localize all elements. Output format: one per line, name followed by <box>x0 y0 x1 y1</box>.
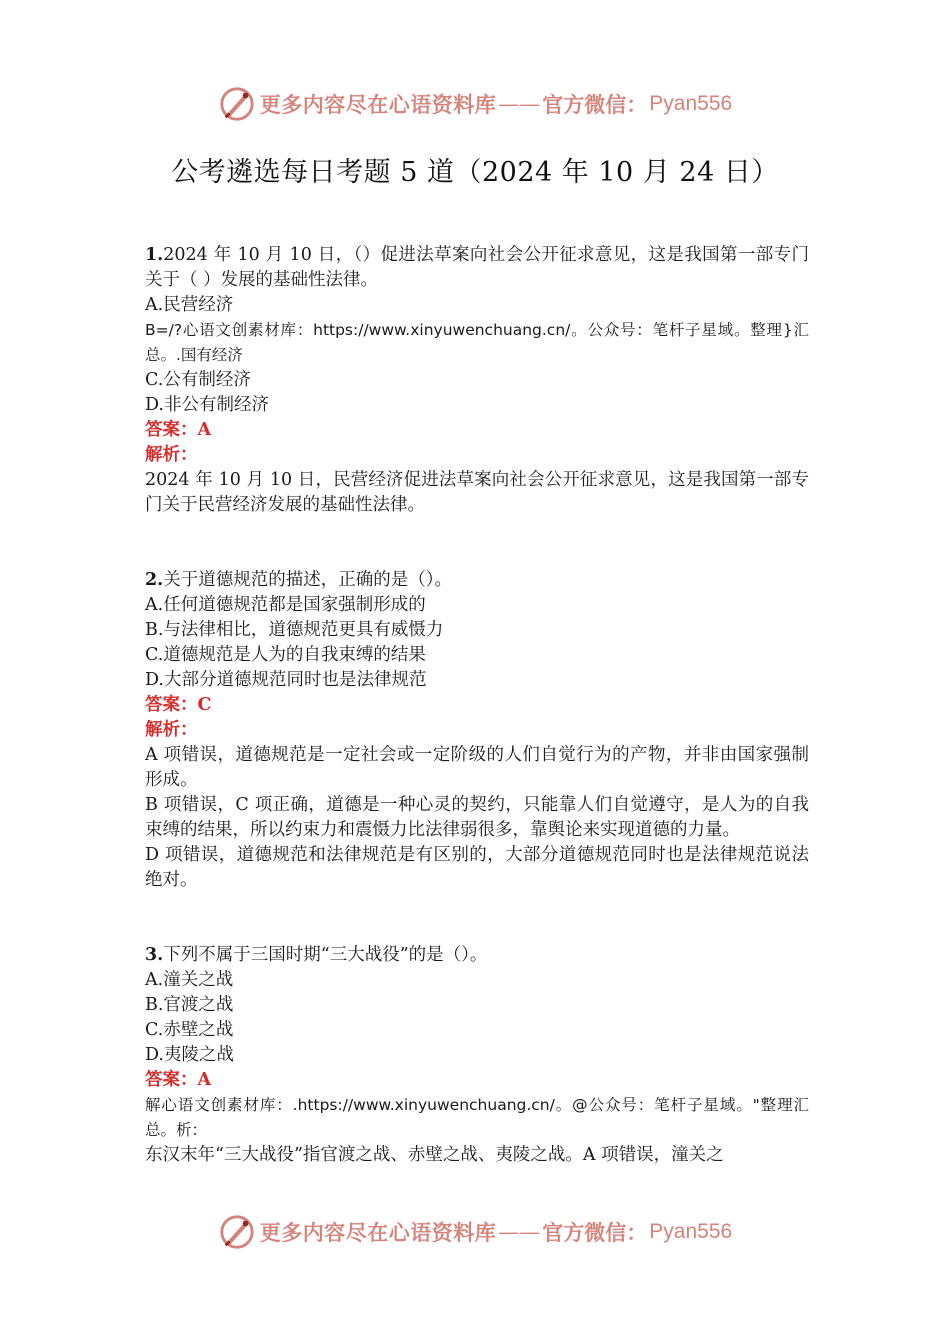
question-2-option-a: A.任何道德规范都是国家强制形成的 <box>145 595 426 615</box>
question-3-analysis: 东汉末年“三大战役”指官渡之战、赤壁之战、夷陵之战。A 项错误，潼关之 <box>145 1145 724 1165</box>
question-3-answer: 答案：A <box>145 1070 212 1090</box>
question-1-answer: 答案：A <box>145 420 212 440</box>
question-1-number: 1. <box>145 245 164 265</box>
banner-wechat-label: 官方微信： <box>542 1220 648 1245</box>
question-3-option-b: B.官渡之战 <box>145 995 234 1015</box>
question-2-option-d: D.大部分道德规范同时也是法律规范 <box>145 670 427 690</box>
question-1-text: 2024 年 10 月 10 日，（）促进法草案向社会公开征求意见，这是我国第一部专门关于（ ）发展的基础性法律。 <box>145 245 809 290</box>
banner-wechat-id: Pyan556 <box>649 1220 733 1243</box>
question-1-option-c: C.公有制经济 <box>145 370 251 390</box>
banner-wechat-label: 官方微信： <box>542 92 648 117</box>
page-title: 公考遴选每日考题 5 道（2024 年 10 月 24 日） <box>171 157 779 188</box>
question-1-stem <box>145 243 809 293</box>
banner-dash: —— <box>498 1220 541 1244</box>
question-1-option-b-watermark: B=/?心语文创素材库：https://www.xinyuwenchuang.cn/。公众号：笔杆子星域。整理}汇总。.国有经济 <box>145 321 809 364</box>
question-1-analysis: 2024 年 10 月 10 日，民营经济促进法草案向社会公开征求意见，这是我国第一部专门关于民营经济发展的基础性法律。 <box>145 470 809 515</box>
banner-dash: —— <box>498 92 541 116</box>
header-banner <box>0 84 950 124</box>
question-1-option-d: D.非公有制经济 <box>145 395 269 415</box>
banner-wechat-id: Pyan556 <box>649 92 733 115</box>
question-3-option-a: A.潼关之战 <box>145 970 234 990</box>
pen-seal-logo-icon <box>218 85 256 123</box>
document-body <box>145 243 809 1168</box>
question-3-option-d: D.夷陵之战 <box>145 1045 234 1065</box>
question-3-text: 下列不属于三国时期“三大战役”的是（）。 <box>163 945 488 965</box>
question-1 <box>145 243 809 518</box>
question-3-analysis-watermark: 解心语文创素材库：.https://www.xinyuwenchuang.cn/。@公众号：笔杆子星域。"整理汇总。析： <box>145 1096 809 1139</box>
question-2-option-b: B.与法律相比，道德规范更具有威慑力 <box>145 620 444 640</box>
question-2-analysis-3: D 项错误，道德规范和法律规范是有区别的，大部分道德规范同时也是法律规范说法绝对。 <box>145 845 809 890</box>
question-3-option-c: C.赤壁之战 <box>145 1020 234 1040</box>
question-1-analysis-label: 解析： <box>145 445 198 465</box>
banner-text: 更多内容尽在心语资料库 <box>259 92 497 117</box>
footer-banner <box>0 1212 950 1252</box>
pen-seal-logo-icon <box>218 1213 256 1251</box>
question-3-number: 3. <box>145 945 164 965</box>
question-2 <box>145 568 809 893</box>
question-2-text: 关于道德规范的描述，正确的是（）。 <box>163 570 453 590</box>
question-2-analysis-2: B 项错误，C 项正确，道德是一种心灵的契约，只能靠人们自觉遵守，是人为的自我束缚的结果，所以约束力和震慑力比法律弱很多，靠舆论来实现道德的力量。 <box>145 795 809 840</box>
question-2-analysis-label: 解析： <box>145 720 198 740</box>
question-3 <box>145 943 809 1168</box>
question-1-option-a: A.民营经济 <box>145 295 234 315</box>
banner-text: 更多内容尽在心语资料库 <box>259 1220 497 1245</box>
question-2-answer: 答案：C <box>145 695 212 715</box>
question-2-number: 2. <box>145 570 164 590</box>
question-2-option-c: C.道德规范是人为的自我束缚的结果 <box>145 645 426 665</box>
question-3-stem <box>145 943 809 968</box>
question-2-stem <box>145 568 809 593</box>
question-2-analysis-1: A 项错误，道德规范是一定社会或一定阶级的人们自觉行为的产物，并非由国家强制形成。 <box>145 745 809 790</box>
